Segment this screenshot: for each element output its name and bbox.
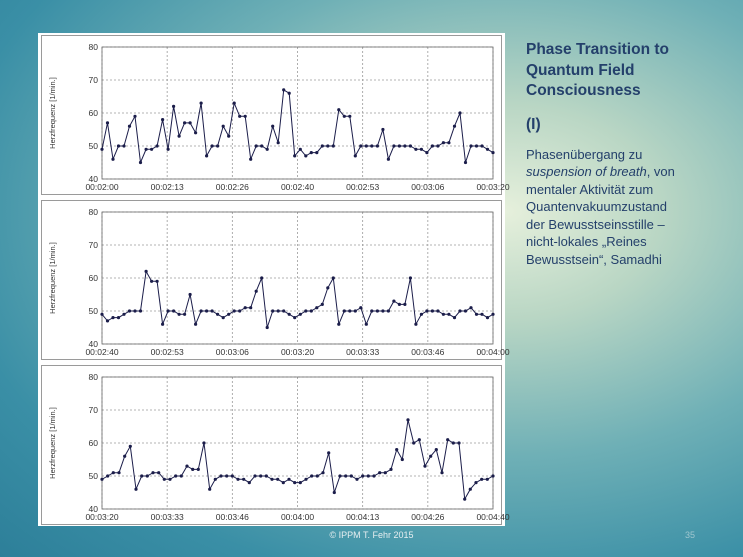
data-point	[414, 323, 417, 326]
slide-subtitle: (I)	[526, 115, 541, 133]
x-tick-label: 00:03:06	[215, 347, 249, 357]
data-point	[134, 488, 137, 491]
data-point	[431, 309, 434, 312]
data-point	[299, 148, 302, 151]
title-line-3: Consciousness	[526, 82, 641, 99]
data-point	[117, 316, 120, 319]
data-point	[117, 471, 120, 474]
data-point	[310, 151, 313, 154]
series-line	[102, 420, 493, 499]
data-point	[304, 478, 307, 481]
data-point	[276, 478, 279, 481]
data-point	[361, 474, 364, 477]
x-tick-label: 00:03:20	[476, 182, 510, 192]
data-point	[464, 161, 467, 164]
data-point	[189, 293, 192, 296]
data-point	[122, 144, 125, 147]
data-point	[233, 309, 236, 312]
data-point	[406, 418, 409, 421]
data-point	[338, 474, 341, 477]
data-point	[260, 276, 263, 279]
data-point	[133, 309, 136, 312]
heart-rate-chart-3	[41, 365, 510, 525]
x-tick-label: 00:04:00	[280, 512, 315, 522]
data-point	[259, 474, 262, 477]
data-point	[150, 280, 153, 283]
data-point	[395, 448, 398, 451]
data-point	[255, 144, 258, 147]
data-point	[458, 111, 461, 114]
data-point	[344, 474, 347, 477]
data-point	[436, 144, 439, 147]
y-tick-label: 80	[88, 42, 98, 52]
data-point	[370, 309, 373, 312]
heart-rate-chart-2	[41, 200, 510, 360]
data-point	[480, 478, 483, 481]
data-point	[293, 154, 296, 157]
data-point	[277, 141, 280, 144]
data-point	[248, 481, 251, 484]
y-axis-label: Herzfrequenz [1/min.]	[48, 242, 57, 314]
data-point	[157, 471, 160, 474]
data-point	[161, 118, 164, 121]
data-point	[287, 478, 290, 481]
data-point	[100, 478, 103, 481]
data-point	[370, 144, 373, 147]
data-point	[156, 280, 159, 283]
data-point	[208, 488, 211, 491]
data-point	[161, 323, 164, 326]
data-point	[123, 455, 126, 458]
data-point	[469, 306, 472, 309]
data-point	[457, 441, 460, 444]
data-point	[403, 303, 406, 306]
data-point	[429, 455, 432, 458]
data-point	[337, 108, 340, 111]
data-point	[244, 115, 247, 118]
y-axis-label: Herzfrequenz [1/min.]	[48, 407, 57, 479]
data-point	[436, 309, 439, 312]
data-point	[117, 144, 120, 147]
data-point	[398, 144, 401, 147]
y-tick-label: 50	[88, 141, 98, 151]
data-point	[270, 478, 273, 481]
data-point	[128, 125, 131, 128]
data-point	[354, 309, 357, 312]
data-point	[387, 158, 390, 161]
data-point	[282, 309, 285, 312]
data-point	[409, 276, 412, 279]
x-tick-label: 00:02:00	[85, 182, 119, 192]
data-point	[343, 115, 346, 118]
data-point	[475, 144, 478, 147]
heart-rate-chart-1	[41, 35, 510, 195]
data-point	[343, 309, 346, 312]
data-point	[282, 88, 285, 91]
data-point	[293, 316, 296, 319]
data-point	[216, 144, 219, 147]
title-line-2: Quantum Field	[526, 61, 635, 79]
x-tick-label: 00:02:40	[280, 182, 315, 192]
data-point	[214, 478, 217, 481]
data-point	[372, 474, 375, 477]
y-axis-label: Herzfrequenz [1/min.]	[48, 77, 57, 149]
data-point	[376, 309, 379, 312]
y-tick-label: 80	[88, 372, 98, 382]
data-point	[150, 148, 153, 151]
data-point	[202, 441, 205, 444]
data-point	[491, 313, 494, 316]
data-point	[156, 144, 159, 147]
data-point	[200, 309, 203, 312]
data-point	[167, 148, 170, 151]
data-point	[447, 141, 450, 144]
data-point	[299, 481, 302, 484]
body-line-5: der Bewusstseinsstille –	[526, 216, 665, 232]
data-point	[189, 121, 192, 124]
data-point	[469, 144, 472, 147]
data-point	[392, 300, 395, 303]
data-point	[315, 151, 318, 154]
data-point	[174, 474, 177, 477]
data-point	[128, 309, 131, 312]
y-tick-label: 60	[88, 108, 98, 118]
series-line	[102, 271, 493, 327]
x-tick-label: 00:04:00	[476, 347, 510, 357]
data-point	[172, 309, 175, 312]
data-point	[225, 474, 228, 477]
data-point	[418, 438, 421, 441]
data-point	[238, 309, 241, 312]
data-point	[266, 326, 269, 329]
data-point	[332, 276, 335, 279]
data-point	[389, 468, 392, 471]
data-point	[168, 478, 171, 481]
charts-area	[38, 33, 510, 526]
data-point	[100, 148, 103, 151]
data-point	[310, 474, 313, 477]
data-point	[310, 309, 313, 312]
title-line-1: Phase Transition to	[526, 41, 669, 58]
body-line-2	[526, 164, 675, 179]
data-point	[139, 309, 142, 312]
data-point	[398, 303, 401, 306]
data-point	[384, 471, 387, 474]
data-point	[359, 306, 362, 309]
data-point	[112, 471, 115, 474]
data-point	[486, 478, 489, 481]
data-point	[458, 309, 461, 312]
data-point	[442, 141, 445, 144]
data-point	[474, 481, 477, 484]
body-line-3: mentaler Aktivität zum	[526, 181, 654, 197]
data-point	[403, 144, 406, 147]
data-point	[145, 148, 148, 151]
x-tick-label: 00:03:20	[280, 347, 315, 357]
y-tick-label: 40	[88, 174, 98, 184]
data-point	[277, 309, 280, 312]
data-point	[431, 144, 434, 147]
data-point	[420, 148, 423, 151]
x-tick-label: 00:02:26	[215, 182, 249, 192]
data-point	[348, 309, 351, 312]
body-line-2-italic: suspension of breath	[526, 164, 647, 179]
data-point	[425, 151, 428, 154]
data-point	[359, 144, 362, 147]
data-point	[423, 465, 426, 468]
data-point	[378, 471, 381, 474]
data-point	[145, 270, 148, 273]
data-point	[163, 478, 166, 481]
slide-title	[526, 40, 738, 102]
data-point	[392, 144, 395, 147]
data-point	[180, 474, 183, 477]
data-point	[469, 488, 472, 491]
data-point	[387, 309, 390, 312]
data-point	[440, 471, 443, 474]
data-point	[178, 313, 181, 316]
data-point	[316, 474, 319, 477]
data-point	[321, 144, 324, 147]
data-point	[200, 102, 203, 105]
data-point	[365, 144, 368, 147]
data-point	[355, 478, 358, 481]
body-line-7: Bewusstsein“, Samadhi	[526, 251, 662, 267]
data-point	[244, 306, 247, 309]
data-point	[205, 309, 208, 312]
data-point	[486, 148, 489, 151]
data-point	[326, 286, 329, 289]
data-point	[222, 316, 225, 319]
data-point	[111, 158, 114, 161]
data-point	[321, 471, 324, 474]
data-point	[480, 313, 483, 316]
chart-3-svg	[42, 366, 510, 526]
data-point	[326, 144, 329, 147]
data-point	[216, 313, 219, 316]
x-tick-label: 00:02:53	[346, 182, 380, 192]
data-point	[140, 474, 143, 477]
data-point	[271, 125, 274, 128]
data-point	[332, 144, 335, 147]
y-tick-label: 80	[88, 207, 98, 217]
data-point	[381, 128, 384, 131]
data-point	[486, 316, 489, 319]
chart-2-svg	[42, 201, 510, 361]
y-tick-label: 50	[88, 471, 98, 481]
slide-text-panel	[526, 40, 738, 268]
data-point	[172, 105, 175, 108]
data-point	[480, 144, 483, 147]
data-point	[106, 121, 109, 124]
x-tick-label: 00:04:13	[346, 512, 380, 522]
data-point	[282, 481, 285, 484]
data-point	[242, 478, 245, 481]
data-point	[288, 92, 291, 95]
data-point	[255, 290, 258, 293]
data-point	[321, 303, 324, 306]
y-tick-label: 70	[88, 75, 98, 85]
data-point	[249, 306, 252, 309]
data-point	[350, 474, 353, 477]
data-point	[354, 154, 357, 157]
data-point	[222, 125, 225, 128]
data-point	[178, 135, 181, 138]
data-point	[227, 135, 230, 138]
data-point	[122, 313, 125, 316]
data-point	[111, 316, 114, 319]
data-point	[146, 474, 149, 477]
data-point	[491, 474, 494, 477]
data-point	[414, 148, 417, 151]
data-point	[447, 313, 450, 316]
data-point	[191, 468, 194, 471]
data-point	[233, 102, 236, 105]
data-point	[293, 481, 296, 484]
x-tick-label: 00:03:20	[85, 512, 119, 522]
data-point	[260, 144, 263, 147]
data-point	[106, 474, 109, 477]
x-tick-label: 00:03:46	[215, 512, 249, 522]
data-point	[197, 468, 200, 471]
data-point	[315, 306, 318, 309]
data-point	[401, 458, 404, 461]
x-tick-label: 00:02:40	[85, 347, 119, 357]
data-point	[463, 498, 466, 501]
data-point	[249, 158, 252, 161]
data-point	[453, 125, 456, 128]
data-point	[265, 474, 268, 477]
slide-body	[526, 146, 738, 269]
body-line-6: nicht-lokales „Reines	[526, 234, 647, 249]
body-line-4: Quantenvakuumzustand	[526, 199, 667, 214]
data-point	[185, 465, 188, 468]
data-point	[227, 313, 230, 316]
data-point	[151, 471, 154, 474]
data-point	[446, 438, 449, 441]
data-point	[299, 313, 302, 316]
data-point	[211, 309, 214, 312]
data-point	[129, 445, 132, 448]
data-point	[231, 474, 234, 477]
data-point	[464, 309, 467, 312]
y-tick-label: 40	[88, 339, 98, 349]
data-point	[453, 316, 456, 319]
x-tick-label: 00:04:26	[411, 512, 445, 522]
y-tick-label: 40	[88, 504, 98, 514]
x-tick-label: 00:02:13	[150, 182, 184, 192]
y-tick-label: 60	[88, 438, 98, 448]
data-point	[337, 323, 340, 326]
data-point	[425, 309, 428, 312]
x-tick-label: 00:03:33	[346, 347, 380, 357]
copyright-footer: © IPPM T. Fehr 2015	[329, 530, 414, 540]
data-point	[183, 121, 186, 124]
data-point	[381, 309, 384, 312]
data-point	[475, 313, 478, 316]
data-point	[376, 144, 379, 147]
x-tick-label: 00:03:46	[411, 347, 445, 357]
page-number: 35	[685, 530, 696, 540]
data-point	[348, 115, 351, 118]
data-point	[183, 313, 186, 316]
x-tick-label: 00:02:53	[150, 347, 184, 357]
data-point	[327, 451, 330, 454]
data-point	[219, 474, 222, 477]
data-point	[442, 313, 445, 316]
data-point	[266, 148, 269, 151]
data-point	[139, 161, 142, 164]
y-tick-label: 50	[88, 306, 98, 316]
x-tick-label: 00:03:33	[150, 512, 184, 522]
data-point	[100, 313, 103, 316]
data-point	[491, 151, 494, 154]
x-tick-label: 00:03:06	[411, 182, 445, 192]
data-point	[253, 474, 256, 477]
data-point	[304, 309, 307, 312]
body-line-2-suffix: , von	[646, 164, 675, 179]
data-point	[236, 478, 239, 481]
data-point	[365, 323, 368, 326]
data-point	[238, 115, 241, 118]
data-point	[367, 474, 370, 477]
data-point	[435, 448, 438, 451]
body-line-1: Phasenübergang zu	[526, 146, 643, 162]
data-point	[211, 144, 214, 147]
data-point	[167, 309, 170, 312]
data-point	[452, 441, 455, 444]
data-point	[412, 441, 415, 444]
y-tick-label: 70	[88, 240, 98, 250]
data-point	[409, 144, 412, 147]
data-point	[333, 491, 336, 494]
y-tick-label: 60	[88, 273, 98, 283]
x-tick-label: 00:04:40	[476, 512, 510, 522]
y-tick-label: 70	[88, 405, 98, 415]
data-point	[271, 309, 274, 312]
data-point	[304, 154, 307, 157]
data-point	[106, 319, 109, 322]
data-point	[194, 323, 197, 326]
data-point	[288, 313, 291, 316]
data-point	[420, 313, 423, 316]
data-point	[133, 115, 136, 118]
data-point	[205, 154, 208, 157]
data-point	[194, 131, 197, 134]
chart-1-svg	[42, 36, 510, 196]
